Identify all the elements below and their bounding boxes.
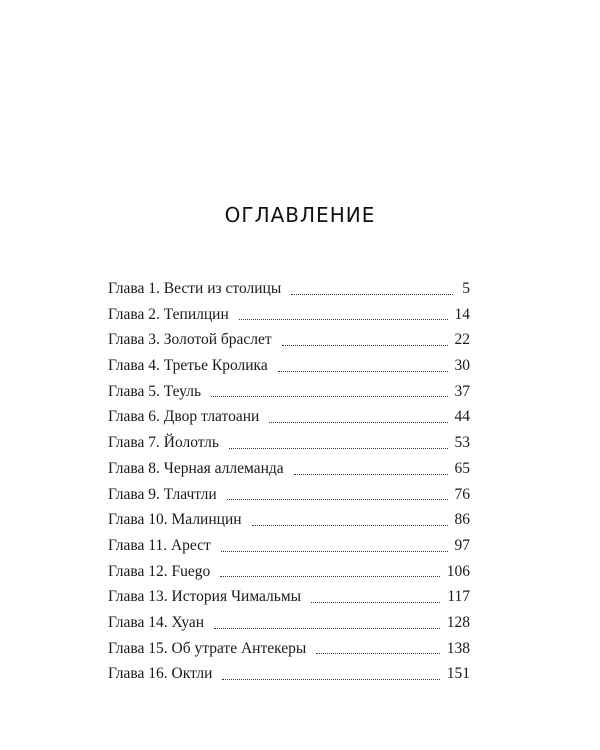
- toc-entry-page: 22: [454, 331, 470, 349]
- toc-entry-page: 128: [446, 613, 470, 631]
- toc-entry-label: Глава 12. Fuego: [108, 562, 211, 580]
- toc-entry-14: [108, 610, 470, 636]
- toc-entry-page: 138: [446, 639, 470, 657]
- toc-entry-13: [108, 584, 470, 610]
- toc-dot-leader: [269, 421, 447, 423]
- toc-dot-leader: [220, 575, 439, 577]
- toc-entry-label: Глава 4. Третье Кролика: [108, 357, 268, 375]
- toc-entry-label: Глава 5. Теуль: [108, 382, 202, 400]
- toc-title: ОГЛАВЛЕНИЕ: [224, 203, 376, 227]
- toc-entry-page: 76: [454, 485, 470, 503]
- toc-entry-8: [108, 456, 470, 482]
- toc-dot-leader: [239, 318, 448, 320]
- toc-entry-label: Глава 8. Черная аллеманда: [108, 459, 284, 477]
- toc-list: [108, 276, 470, 687]
- toc-entry-16: [108, 661, 470, 687]
- toc-dot-leader: [282, 344, 448, 346]
- toc-dot-leader: [229, 447, 448, 449]
- toc-entry-page: 37: [454, 382, 470, 400]
- toc-entry-page: 151: [446, 665, 470, 683]
- toc-entry-label: Глава 15. Об утрате Антекеры: [108, 639, 307, 657]
- toc-entry-page: 106: [446, 562, 470, 580]
- toc-entry-label: Глава 13. История Чимальмы: [108, 588, 302, 606]
- toc-dot-leader: [227, 498, 448, 500]
- toc-entry-label: Глава 1. Вести из столицы: [108, 280, 282, 297]
- toc-entry-page: 44: [454, 408, 470, 426]
- toc-entry-10: [108, 507, 470, 533]
- toc-dot-leader: [278, 370, 448, 372]
- toc-entry-11: [108, 533, 470, 559]
- toc-dot-leader: [214, 627, 440, 629]
- toc-entry-page: 65: [454, 459, 470, 477]
- toc-dot-leader: [211, 395, 447, 397]
- toc-dot-leader: [252, 524, 448, 526]
- toc-dot-leader: [291, 293, 453, 295]
- toc-entry-label: Глава 3. Золотой браслет: [108, 331, 272, 349]
- toc-entry-7: [108, 430, 470, 456]
- toc-entry-12: [108, 559, 470, 585]
- toc-entry-1: [108, 276, 470, 302]
- toc-entry-6: [108, 404, 470, 430]
- toc-entry-page: 117: [447, 588, 470, 606]
- toc-entry-15: [108, 636, 470, 662]
- toc-dot-leader: [222, 678, 439, 680]
- toc-entry-page: 14: [454, 305, 470, 323]
- toc-entry-3: [108, 327, 470, 353]
- toc-entry-9: [108, 482, 470, 508]
- toc-entry-label: Глава 7. Йолотль: [108, 434, 219, 452]
- toc-entry-label: Глава 11. Арест: [108, 536, 211, 554]
- toc-entry-label: Глава 6. Двор тлатоани: [108, 408, 260, 426]
- toc-entry-page: 5: [462, 280, 470, 297]
- toc-entry-label: Глава 9. Тлачтли: [108, 485, 217, 503]
- toc-dot-leader: [311, 601, 440, 603]
- toc-dot-leader: [316, 652, 439, 654]
- toc-entry-page: 86: [454, 511, 470, 529]
- toc-entry-label: Глава 2. Тепилцин: [108, 305, 229, 323]
- toc-entry-label: Глава 10. Малинцин: [108, 511, 242, 529]
- toc-entry-label: Глава 14. Хуан: [108, 613, 205, 631]
- toc-entry-label: Глава 16. Октли: [108, 665, 213, 683]
- toc-entry-page: 53: [454, 434, 470, 452]
- toc-entry-2: [108, 302, 470, 328]
- toc-entry-page: 97: [454, 536, 470, 554]
- toc-entry-4: [108, 353, 470, 379]
- toc-entry-5: [108, 379, 470, 405]
- toc-entry-page: 30: [454, 357, 470, 375]
- toc-dot-leader: [221, 550, 448, 552]
- toc-dot-leader: [294, 473, 448, 475]
